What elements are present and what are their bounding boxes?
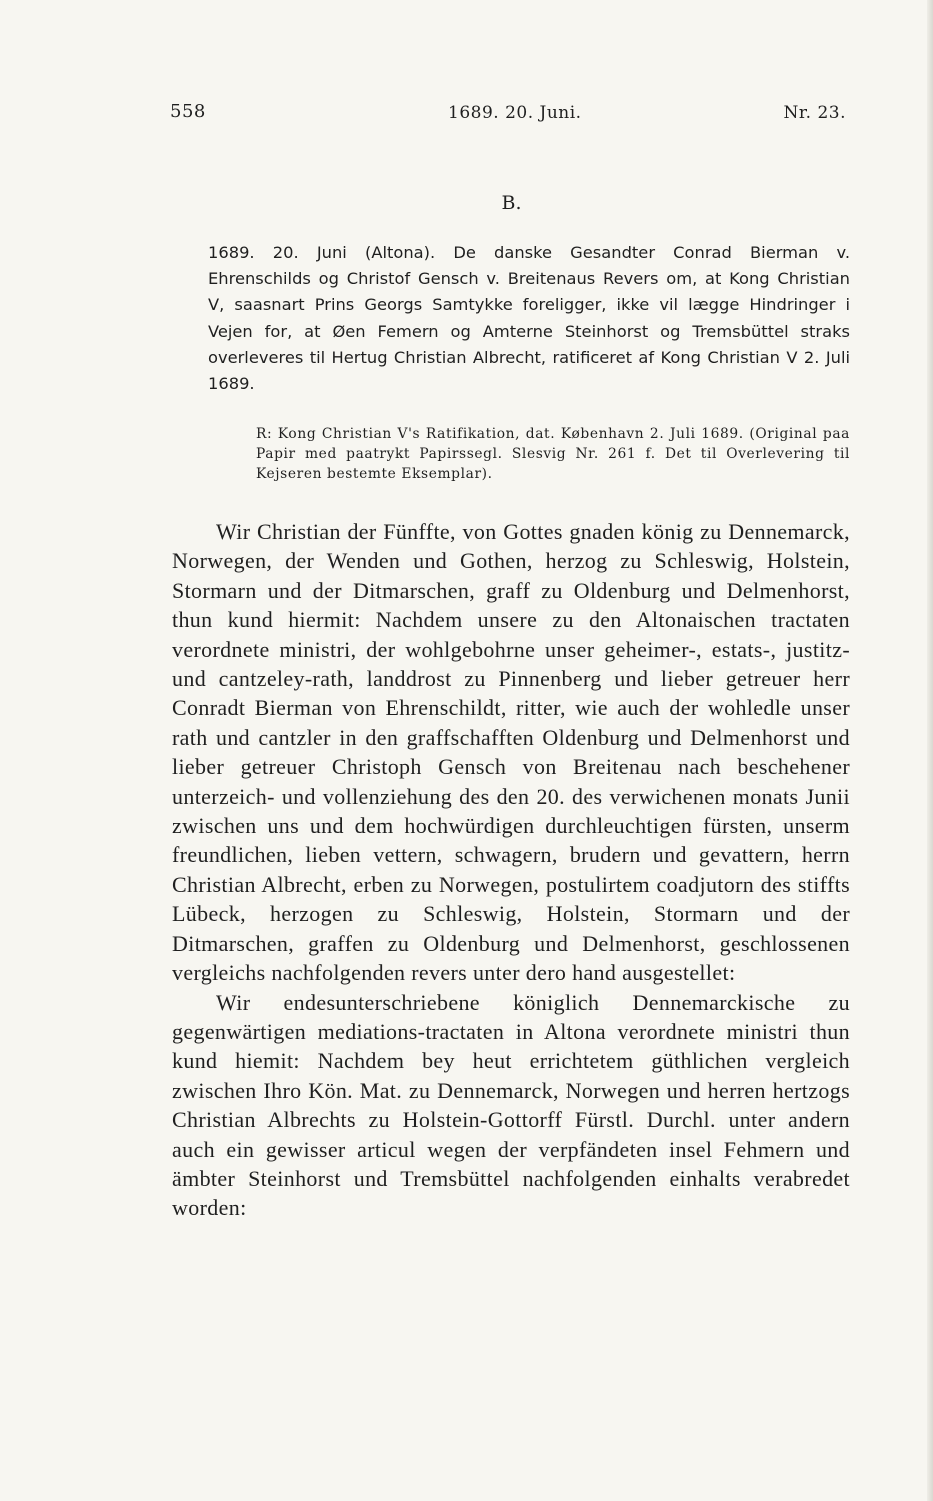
body-paragraph: Wir endesunterschriebene königlich Dennemarckische zu gegenwärtigen mediations-tractaten in Altona verordnete ministri thun kund hiemit: Nachdem bey heut errichtetem güthlichen vergleich zwischen Ihro Kön. Mat. zu Dennemarck, Norwegen und herren hertzogs Christian Albrechts zu Holstein-Gottorff Fürstl. Durchl. unter andern auch ein gewisser articul wegen der verpfändeten insel Fehmern und ämbter Steinhorst und Tremsbüttel nachfolgenden einhalts verabredet worden: — [172, 989, 850, 1221]
body-paragraph: Wir Christian der Fünffte, von Gottes gnaden könig zu Dennemarck, Norwegen, der Wenden und Gothen, herzog zu Schleswig, Holstein, Stormarn und der Ditmarschen, graff zu Oldenburg und Delmenhorst, thun kund hiermit: Nachdem unsere zu den Altonaischen tractaten verordnete ministri, der wohlgebohrne unser geheimer-, estats-, justitz- und cantzeley-rath, landdrost zu Pinnenberg und lieber getreuer herr Conradt Bierman von Ehrenschildt, ritter, wie auch der wohledle unser rath und cantzler in den graffschafften Oldenburg und Delmenhorst und lieber getreuer Christoph Gensch von Breitenau nach beschehener unterzeich- und vollenziehung des den 20. des verwichenen monats Junii zwischen uns und dem hochwürdigen durchleuchtigen fürsten, unserm freundlichen, lieben vettern, schwagern, brudern und gevattern, herrn Christian Albrecht, erben zu Norwegen, postulirtem coadjutorn des stiffts Lübeck, herzogen zu Schleswig, Holstein, Stormarn und der Ditmarschen, graffen zu Oldenburg und Delmenhorst, geschlossenen vergleichs nachfolgenden revers unter dero hand ausgestellet: — [172, 519, 850, 986]
page-edge — [927, 0, 933, 1501]
page-number: 558 — [170, 101, 206, 122]
section-heading: B. — [501, 192, 522, 214]
document-number: Nr. 23. — [783, 103, 846, 123]
document-summary: 1689. 20. Juni (Altona). De danske Gesandter Conrad Bierman v. Ehrenschilds og Christof Gensch v. Breitenaus Revers om, at Kong Christian V, saasnart Prins Georgs Samtykke foreligger, ikke vil lægge Hindringer i Vejen for, at Øen Femern og Amterne Steinhorst og Tremsbüttel straks overleveres til Hertug Christian Albrecht, ratificeret af Kong Christian V 2. Juli 1689. — [208, 243, 850, 394]
document-body — [172, 517, 850, 1223]
running-header-date: 1689. 20. Juni. — [448, 103, 582, 123]
source-note: R: Kong Christian V's Ratifikation, dat. København 2. Juli 1689. (Original paa Papir med paatrykt Papirssegl. Slesvig Nr. 261 f. Det til Overlevering til Kejseren bestemte Eksemplar). — [256, 426, 850, 482]
